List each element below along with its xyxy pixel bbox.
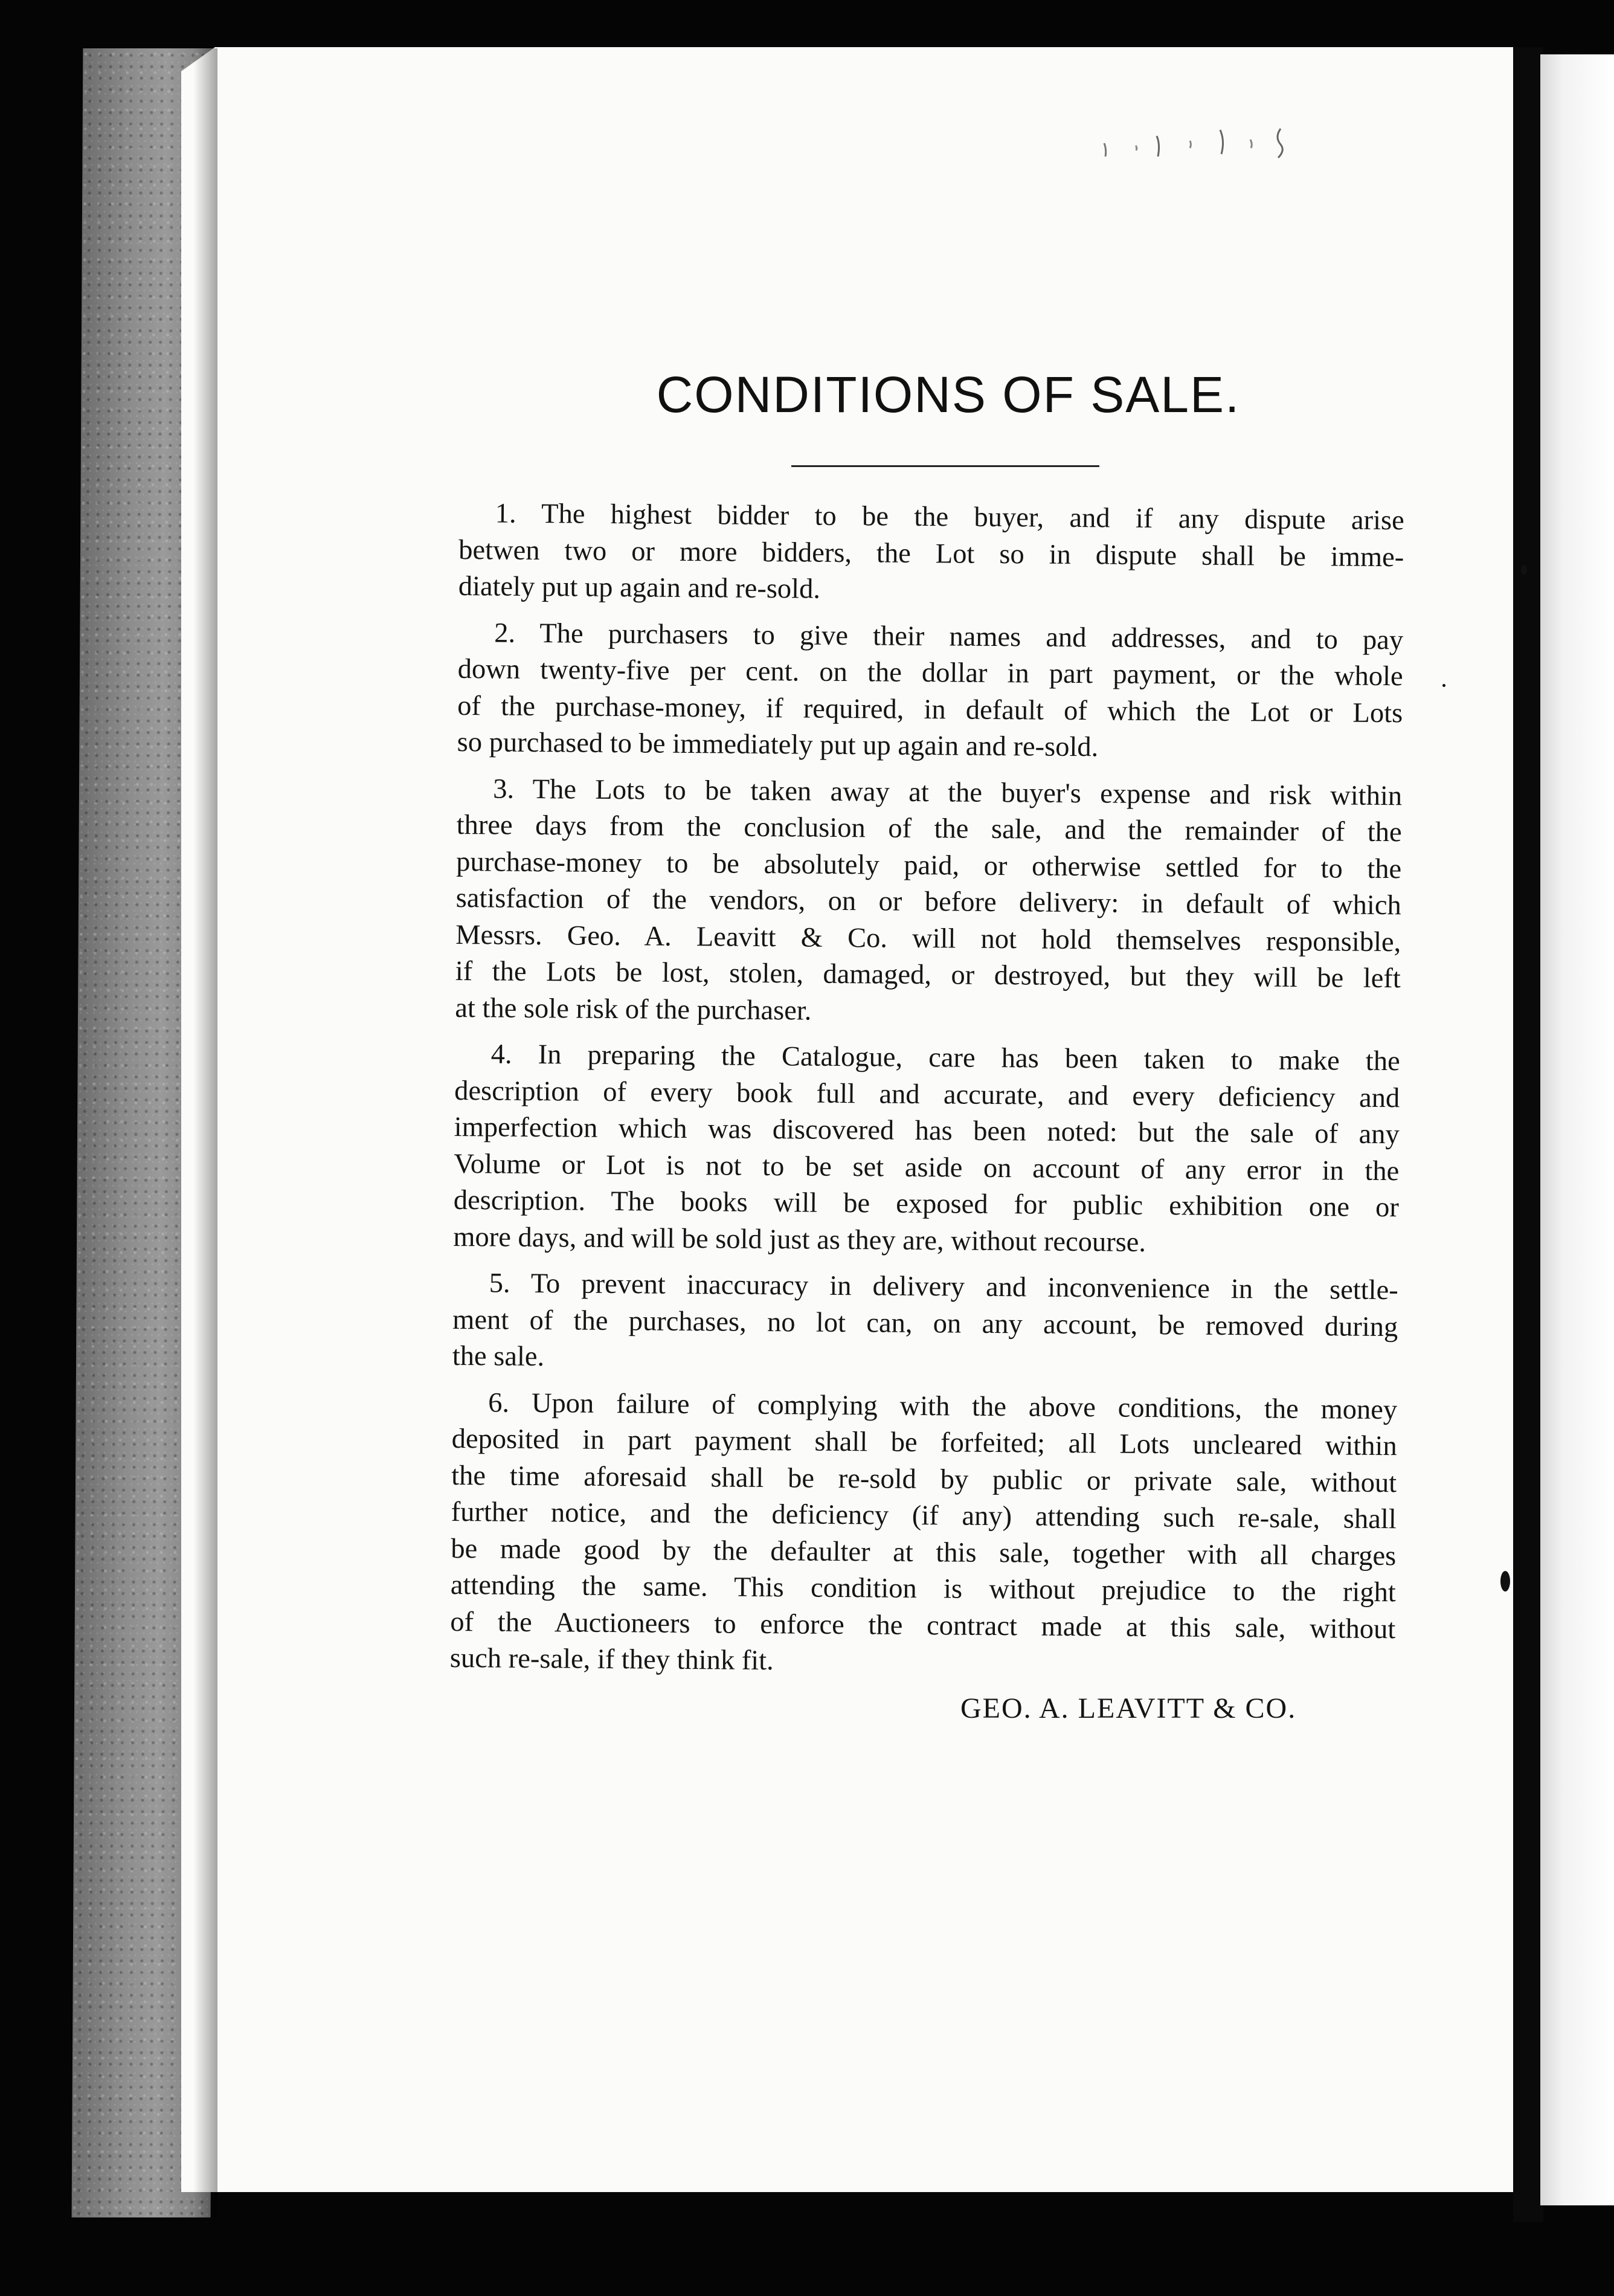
condition-line: more days, and will be sold just as they are, without recourse. xyxy=(453,1221,1146,1258)
pencil-marks xyxy=(1099,118,1299,166)
condition-item xyxy=(453,1036,1400,1263)
condition-line: attending the same. This condition is without prejudice to the right xyxy=(450,1569,1396,1608)
condition-item xyxy=(457,614,1404,768)
margin-speck xyxy=(1521,565,1527,575)
condition-line: such re-sale, if they think fit. xyxy=(449,1642,774,1677)
condition-line: of the Auctioneers to enforce the contract made at this sale, without xyxy=(450,1606,1396,1645)
condition-line: ment of the purchases, no lot can, on any account, be removed during xyxy=(452,1304,1398,1343)
condition-line: if the Lots be lost, stolen, damaged, or destroyed, but they will be left xyxy=(455,955,1401,995)
condition-line: down twenty-five per cent. on the dollar in part payment, or the whole xyxy=(457,653,1403,692)
margin-speck xyxy=(1500,1571,1510,1591)
signature: GEO. A. LEAVITT & CO. xyxy=(960,1692,1297,1724)
condition-line: so purchased to be immediately put up again and re-sold. xyxy=(457,726,1099,763)
condition-line: the time aforesaid shall be re-sold by public or private sale, without xyxy=(451,1460,1397,1498)
page-title: CONDITIONS OF SALE. xyxy=(656,366,1241,423)
condition-line: of the purchase-money, if required, in default of which the Lot or Lots xyxy=(457,690,1403,729)
margin-speck xyxy=(1442,684,1445,687)
condition-item xyxy=(458,495,1404,613)
condition-line: 5. To prevent inaccuracy in delivery and inconvenience in the settle- xyxy=(489,1268,1398,1306)
condition-line: diately put up again and re-sold. xyxy=(458,570,821,605)
page-gap xyxy=(1513,47,1543,2222)
title-divider xyxy=(791,465,1099,467)
condition-line: 1. The highest bidder to be the buyer, and if any dispute arise xyxy=(495,498,1404,537)
binding-shadow xyxy=(193,48,217,2217)
condition-line: Volume or Lot is not to be set aside on account of any error in the xyxy=(454,1148,1400,1187)
condition-item xyxy=(452,1265,1398,1382)
condition-line: description. The books will be exposed for public exhibition one or xyxy=(453,1184,1399,1224)
condition-line: deposited in part payment shall be forfeited; all Lots uncleared within xyxy=(451,1423,1397,1462)
condition-line: the sale. xyxy=(452,1340,545,1373)
condition-item xyxy=(450,1384,1398,1684)
conditions-list xyxy=(450,495,1404,1694)
condition-line: be made good by the defaulter at this sale, together with all charges xyxy=(451,1533,1397,1572)
condition-line: at the sole risk of the purchaser. xyxy=(455,992,812,1027)
condition-item xyxy=(455,770,1402,1034)
condition-line: Messrs. Geo. A. Leavitt & Co. will not hold themselves responsible, xyxy=(455,919,1401,958)
condition-line: purchase-money to be absolutely paid, or otherwise settled for to the xyxy=(456,846,1402,885)
next-page-edge xyxy=(1540,54,1614,2205)
condition-line: betwen two or more bidders, the Lot so in dispute shall be imme- xyxy=(458,534,1404,573)
condition-line: three days from the conclusion of the sale, and the remainder of the xyxy=(456,809,1402,848)
condition-line: 3. The Lots to be taken away at the buyer's expense and risk within xyxy=(492,773,1403,811)
condition-line: satisfaction of the vendors, on or before delivery: in default of which xyxy=(455,882,1401,921)
condition-line: imperfection which was discovered has been noted: but the sale of any xyxy=(454,1111,1400,1150)
condition-line: 6. Upon failure of complying with the above conditions, the money xyxy=(488,1387,1398,1425)
condition-line: description of every book full and accurate, and every deficiency and xyxy=(454,1075,1400,1114)
condition-line: 4. In preparing the Catalogue, care has been taken to make the xyxy=(490,1039,1400,1077)
condition-line: 2. The purchasers to give their names and addresses, and to pay xyxy=(494,617,1404,656)
condition-line: further notice, and the deficiency (if any) attending such re-sale, shall xyxy=(451,1496,1397,1535)
